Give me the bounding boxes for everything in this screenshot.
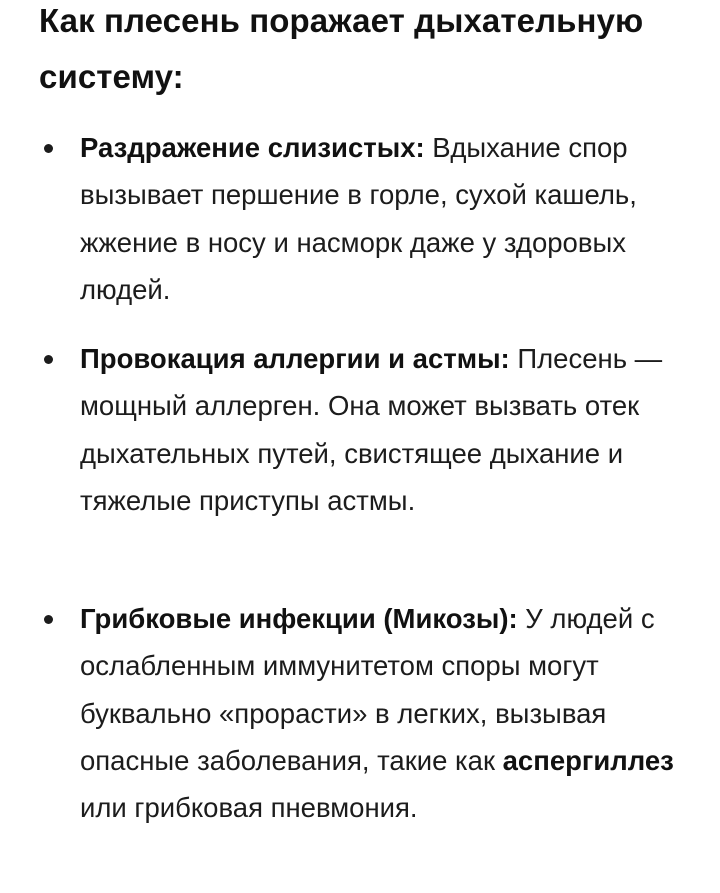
section-heading: Как плесень поражает дыхательную систему: (39, 2, 644, 95)
list-item-text (80, 124, 680, 313)
list-item-title: Раздражение слизистых: (80, 132, 425, 163)
bullet-dot-icon (44, 144, 53, 153)
list-item-body: Вдыхание спор вызывает першение в горле, сухой кашель, жжение в носу и насморк даже у здоровых людей. (80, 132, 637, 305)
list-item-title: Грибковые инфекции (Микозы): (80, 603, 518, 634)
list-item-text (80, 335, 680, 524)
highlight-term: аспергиллез (502, 744, 674, 776)
list-item-body-start: У людей с ослабленным иммунитетом споры могут буквально «прорасти» в легких, вызывая опасные заболевания, такие как (80, 603, 655, 776)
list-item-body: Плесень — мощный аллерген. Она может вызвать отек дыхательных путей, свистящее дыхание и тяжелые приступы астмы. (80, 343, 663, 516)
list-item-text (80, 595, 680, 831)
list-item-body-end: или грибковая пневмония. (80, 792, 418, 824)
bullet-dot-icon (44, 615, 53, 624)
list-item-title: Провокация аллергии и астмы: (80, 343, 510, 374)
bullet-dot-icon (44, 355, 53, 364)
